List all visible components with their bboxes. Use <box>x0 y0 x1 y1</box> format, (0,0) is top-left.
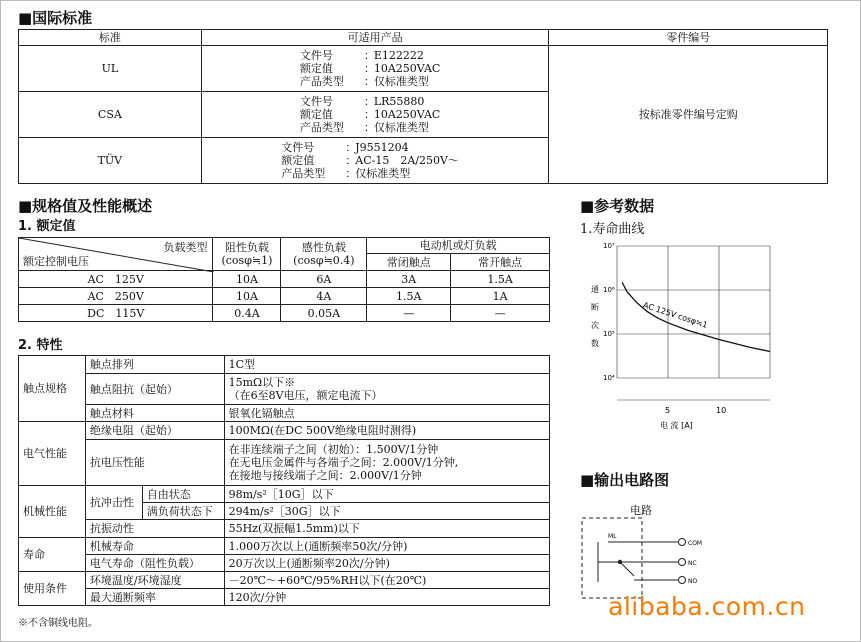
field-sep: ： <box>363 62 375 75</box>
table-row <box>19 46 828 92</box>
watermark-text: alibaba.com.cn <box>608 592 806 621</box>
y-tick-label: 10⁷ <box>603 242 615 250</box>
value-line: 在接地与接线端子之间：2.000V/1分钟 <box>228 469 422 482</box>
row-value: 98m/s²［10G］以下 <box>224 486 549 503</box>
header-part-number: 零件编号 <box>549 30 828 46</box>
table-cell: 1A <box>451 288 550 305</box>
col-no: 常开触点 <box>451 254 550 271</box>
y-axis-label-char: 断 <box>591 303 599 312</box>
field-label: 产品类型 <box>299 121 344 134</box>
section-title-reference: ■参考数据 <box>580 197 655 215</box>
product-cell <box>201 46 549 92</box>
field-label: 额定值 <box>299 62 333 75</box>
field-sep: ： <box>345 167 357 180</box>
field-sep: ： <box>363 49 375 62</box>
row-value: 20万次以上(通断频率20次/分钟) <box>224 555 549 572</box>
footnote: ※不含铜线电阻。 <box>18 618 98 629</box>
series-label: AC 125V cosφ≒1 <box>641 300 709 330</box>
row-value <box>224 374 549 405</box>
col-resistive <box>213 238 281 271</box>
group-mechanical: 机械性能 <box>19 486 86 538</box>
field-value: E122222 <box>373 49 424 62</box>
col-motor: 电动机或灯负载 <box>367 238 550 254</box>
row-label: 电气寿命（阻性负载） <box>85 555 224 572</box>
row-value: 银氧化镉触点 <box>224 405 549 422</box>
table-row <box>19 288 550 305</box>
switch-label: ML <box>608 533 617 540</box>
row-value: 100MΩ(在DC 500V绝缘电阻时测得) <box>224 422 549 440</box>
standard-ul: UL <box>19 46 202 92</box>
field-value: AC-15 2A/250V～ <box>355 154 459 167</box>
circuit-title: 电路 <box>630 504 652 517</box>
y-axis-label <box>591 284 599 348</box>
standard-csa: CSA <box>19 92 202 138</box>
table-cell: 4A <box>281 288 367 305</box>
row-label: 触点阻抗（起始） <box>85 374 224 405</box>
col-inductive-sub: (cosφ≒0.4) <box>293 254 355 267</box>
field-sep: ： <box>363 121 375 134</box>
table-cell: 10A <box>213 288 281 305</box>
field-sep: ： <box>363 95 375 108</box>
header-product: 可适用产品 <box>201 30 549 46</box>
field-value: 仅标准类型 <box>355 167 411 180</box>
y-axis-label-char: 次 <box>591 321 599 330</box>
table-cell: 0.4A <box>213 305 281 322</box>
row-label: 抗振动性 <box>85 520 224 538</box>
row-value: 1.000万次以上(通断频率50次/分钟) <box>224 538 549 555</box>
row-label: 触点材料 <box>85 405 224 422</box>
table-cell: 3A <box>367 271 451 288</box>
field-value: 10A250VAC <box>373 108 441 121</box>
y-axis-label-char: 通 <box>591 285 599 294</box>
col-nc: 常闭触点 <box>367 254 451 271</box>
field-sep: ： <box>363 75 375 88</box>
field-value: 10A250VAC <box>373 62 441 75</box>
product-cell <box>201 92 549 138</box>
field-label: 文件号 <box>281 141 315 154</box>
value-line: 在无电压金属件与各端子之间：2.000V/1分钟, <box>228 456 459 469</box>
table-cell: — <box>451 305 550 322</box>
chart-title: 1.寿命曲线 <box>580 222 645 237</box>
x-axis-label: 电 流 [A] <box>660 421 693 430</box>
table-cell: 1.5A <box>367 288 451 305</box>
field-label: 产品类型 <box>299 75 344 88</box>
row-value: 294m/s²［30G］以下 <box>224 503 549 520</box>
row-sublabel: 自由状态 <box>142 486 224 503</box>
section-title-intl-standards: ■国际标准 <box>18 9 93 27</box>
section-title-output-circuit: ■输出电路图 <box>580 471 670 489</box>
col-resistive-label: 阻性负载 <box>224 241 269 254</box>
table-cell: 1.5A <box>451 271 550 288</box>
characteristics-title: 2. 特性 <box>18 338 63 353</box>
col-inductive <box>281 238 367 271</box>
y-axis-label-char: 数 <box>591 339 599 348</box>
field-label: 额定值 <box>299 108 333 121</box>
row-sublabel: 满负荷状态下 <box>142 503 224 520</box>
circuit-box <box>582 518 642 598</box>
row-label: 抗冲击性 <box>85 486 142 520</box>
group-contact: 触点规格 <box>19 356 86 422</box>
section-title-specs: ■规格值及性能概述 <box>18 197 153 215</box>
table-cell: 0.05A <box>281 305 367 322</box>
x-tick-label: 10 <box>716 406 727 415</box>
col-resistive-sub: (cosφ≒1) <box>221 254 273 267</box>
x-tick-labels <box>665 406 726 415</box>
table-cell: 10A <box>213 271 281 288</box>
group-life: 寿命 <box>19 538 86 572</box>
circuit-wire-switch <box>620 562 634 576</box>
value-line: 15mΩ以下※ <box>228 376 296 389</box>
rated-title: 1. 额定值 <box>18 219 76 234</box>
table-row <box>19 271 550 288</box>
row-value: 55Hz(双振幅1.5mm)以下 <box>224 520 549 538</box>
part-number-cell: 按标准零件编号定购 <box>549 46 828 184</box>
terminal-nc-label: NC <box>688 560 697 567</box>
terminal-com-icon <box>679 539 686 546</box>
output-circuit-diagram <box>578 512 718 602</box>
terminal-com-label: COM <box>688 540 703 547</box>
field-value: LR55880 <box>373 95 425 108</box>
row-value: 1C型 <box>224 356 549 374</box>
x-tick-label: 5 <box>665 406 671 415</box>
corner-voltage: 额定控制电压 <box>23 255 89 268</box>
y-tick-label: 10⁵ <box>603 330 615 338</box>
corner-cell <box>19 238 213 271</box>
standards-table <box>18 29 828 184</box>
table-cell: 6A <box>281 271 367 288</box>
field-sep: ： <box>345 154 357 167</box>
row-value <box>224 440 549 486</box>
field-sep: ： <box>363 108 375 121</box>
field-sep: ： <box>345 141 357 154</box>
field-value: 仅标准类型 <box>373 121 429 134</box>
life-curve-chart <box>575 232 785 437</box>
row-label: 最大通断频率 <box>85 589 224 606</box>
product-cell <box>201 138 549 184</box>
group-electrical: 电气性能 <box>19 422 86 486</box>
table-cell: AC 250V <box>19 288 213 305</box>
y-tick-labels <box>603 242 615 382</box>
terminal-no-icon <box>679 577 686 584</box>
value-line: 在非连续端子之间（初始）：1.500V/1分钟 <box>228 443 439 456</box>
y-tick-label: 10⁶ <box>603 286 615 294</box>
header-standard: 标准 <box>19 30 202 46</box>
field-label: 文件号 <box>299 49 333 62</box>
row-label: 触点排列 <box>85 356 224 374</box>
terminal-no-label: NO <box>688 578 698 585</box>
terminal-nc-icon <box>679 559 686 566</box>
row-label: 绝缘电阻（起始） <box>85 422 224 440</box>
table-row <box>19 305 550 322</box>
row-value: －20℃～+60℃/95%RH以下(在20℃) <box>224 572 549 589</box>
field-label: 产品类型 <box>281 167 326 180</box>
corner-load-type: 负载类型 <box>163 241 208 254</box>
col-inductive-label: 感性负载 <box>301 241 346 254</box>
table-cell: — <box>367 305 451 322</box>
table-cell: AC 125V <box>19 271 213 288</box>
row-label: 抗电压性能 <box>85 440 224 486</box>
y-tick-label: 10⁴ <box>603 374 615 382</box>
row-value: 120次/分钟 <box>224 589 549 606</box>
value-line: （在6至8V电压，额定电流下） <box>228 389 383 402</box>
field-label: 文件号 <box>299 95 333 108</box>
group-conditions: 使用条件 <box>19 572 86 606</box>
standard-tuv: TÜV <box>19 138 202 184</box>
field-label: 额定值 <box>281 154 315 167</box>
rated-table <box>18 237 550 322</box>
characteristics-table <box>18 355 550 606</box>
field-value: J9551204 <box>355 141 409 154</box>
table-cell: DC 115V <box>19 305 213 322</box>
field-value: 仅标准类型 <box>373 75 429 88</box>
row-label: 环境温度/环境湿度 <box>85 572 224 589</box>
row-label: 机械寿命 <box>85 538 224 555</box>
